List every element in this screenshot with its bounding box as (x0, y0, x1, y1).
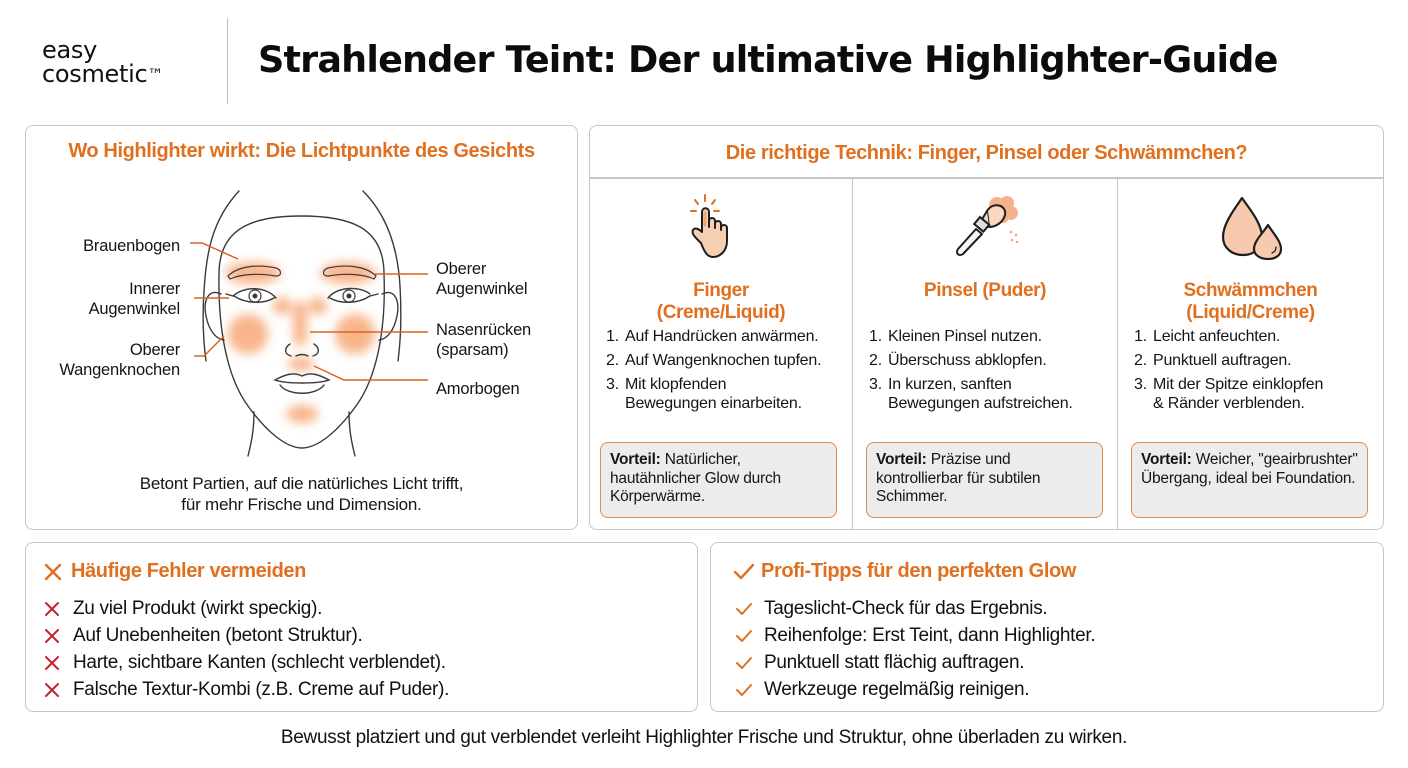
check-icon (735, 682, 755, 698)
list-item: Harte, sichtbare Kanten (schlecht verblendet). (44, 649, 449, 676)
powder-brush-icon (949, 191, 1029, 261)
mistakes-title: Häufige Fehler vermeiden (43, 560, 306, 583)
logo (42, 38, 163, 86)
header (0, 0, 1408, 110)
advantage-box: Vorteil: Weicher, "geairbrushter" Übergang, ideal bei Foundation. (1131, 442, 1368, 518)
x-icon (44, 682, 64, 698)
page-title: Strahlender Teint: Der ultimative Highlighter-Guide (258, 38, 1278, 81)
footer-summary: Bewusst platziert und gut verblendet verleiht Highlighter Frische und Struktur, ohne überladen zu wirken. (280, 727, 1128, 748)
step: 1. Leicht anfeuchten. (1134, 328, 1281, 345)
check-icon (733, 562, 755, 582)
advantage-box: Vorteil: Natürlicher, hautähnlicher Glow durch Körperwärme. (600, 442, 837, 518)
list-item: Punktuell statt flächig auftragen. (735, 649, 1095, 676)
technique-name: Schwämmchen (Liquid/Creme) (1183, 280, 1318, 323)
technique-name: Pinsel (Puder) (923, 280, 1047, 301)
header-divider (227, 18, 228, 104)
label-oberer-augenwinkel: Oberer Augenwinkel (436, 260, 528, 298)
technique-panel (589, 125, 1384, 530)
trademark-symbol: ™ (147, 65, 164, 84)
tips-list (735, 595, 1095, 703)
list-item: Zu viel Produkt (wirkt speckig). (44, 595, 449, 622)
step: 3. Mit der Spitze einklopfen & Ränder verblenden. (1134, 376, 1324, 412)
pro-tips-panel (710, 542, 1384, 712)
logo-line-1: easy (42, 36, 97, 64)
step: 3. In kurzen, sanften Bewegungen aufstreichen. (869, 376, 1073, 412)
step: 2. Überschuss abklopfen. (869, 352, 1047, 369)
highlight-spots (225, 262, 376, 423)
label-brauenbogen: Brauenbogen (83, 237, 180, 255)
label-nasenruecken: Nasenrücken (sparsam) (436, 321, 532, 359)
technique-finger (590, 179, 852, 529)
finger-tap-icon (688, 191, 744, 261)
face-caption: Betont Partien, auf die natürliches Licht trifft, für mehr Frische und Dimension. (139, 474, 464, 514)
step: 2. Punktuell auftragen. (1134, 352, 1292, 369)
sponge-drops-icon (1218, 195, 1288, 261)
list-item: Auf Unebenheiten (betont Struktur). (44, 622, 449, 649)
check-icon (735, 655, 755, 671)
list-item: Falsche Textur-Kombi (z.B. Creme auf Puder). (44, 676, 449, 703)
logo-line-2: cosmetic (42, 60, 148, 88)
face-panel-title: Wo Highlighter wirkt: Die Lichtpunkte des Gesichts (68, 140, 535, 162)
step: 1. Kleinen Pinsel nutzen. (869, 328, 1042, 345)
x-icon (44, 655, 64, 671)
step: 3. Mit klopfenden Bewegungen einarbeiten. (606, 376, 802, 412)
x-icon (44, 601, 64, 617)
step: 1. Auf Handrücken anwärmen. (606, 328, 819, 345)
label-amorbogen: Amorbogen (436, 380, 520, 398)
check-icon (735, 628, 755, 644)
label-innerer-augenwinkel: Innerer Augenwinkel (88, 280, 180, 318)
x-icon (44, 628, 64, 644)
step: 2. Auf Wangenknochen tupfen. (606, 352, 822, 369)
technique-panel-title: Die richtige Technik: Finger, Pinsel oder Schwämmchen? (725, 142, 1248, 164)
mistakes-list (44, 595, 449, 703)
list-item: Werkzeuge regelmäßig reinigen. (735, 676, 1095, 703)
steps-list (606, 327, 821, 418)
tips-title: Profi-Tipps für den perfekten Glow (733, 560, 1076, 583)
list-item: Reihenfolge: Erst Teint, dann Highlighter. (735, 622, 1095, 649)
technique-name: Finger (Creme/Liquid) (656, 280, 786, 323)
x-icon (43, 562, 65, 582)
label-oberer-wangenknochen: Oberer Wangenknochen (59, 341, 180, 379)
list-item: Tageslicht-Check für das Ergebnis. (735, 595, 1095, 622)
check-icon (735, 601, 755, 617)
technique-sponge (1117, 179, 1383, 529)
face-map-panel (25, 125, 578, 530)
technique-brush (852, 179, 1117, 529)
advantage-box: Vorteil: Präzise und kontrollierbar für subtilen Schimmer. (866, 442, 1103, 518)
common-mistakes-panel (25, 542, 698, 712)
steps-list (869, 327, 1073, 418)
steps-list (1134, 327, 1323, 418)
